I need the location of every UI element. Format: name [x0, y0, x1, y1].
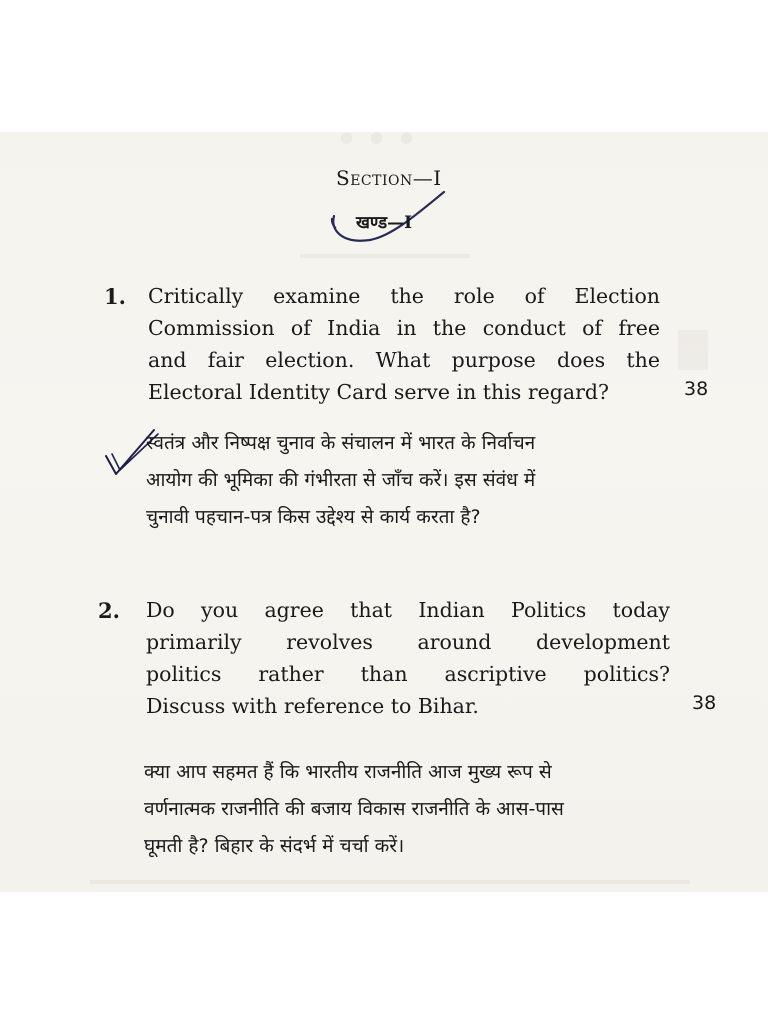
section-title: Section—I [336, 166, 442, 190]
question-number: 1. [104, 284, 126, 309]
question-marks: 38 [684, 378, 709, 400]
question-line-hindi: चुनावी पहचान-पत्र किस उद्देश्य से कार्य करता है? [146, 506, 481, 528]
question-line: politics rather than ascriptive politics? [146, 662, 670, 686]
question-line-hindi: वर्णनात्मक राजनीति की बजाय विकास राजनीति के आस-पास [144, 798, 564, 820]
question-line-hindi: क्या आप सहमत हैं कि भारतीय राजनीति आज मुख्य रूप से [144, 761, 552, 783]
question-text-english [148, 280, 660, 408]
question-text-english [146, 594, 670, 722]
question-line: and fair election. What purpose does the [148, 348, 660, 372]
question-line: Discuss with reference to Bihar. [146, 694, 479, 718]
question-marks: 38 [692, 692, 717, 714]
bleed-through-block [678, 330, 708, 370]
section-title-hindi: खण्ड—I [356, 213, 413, 233]
question-line-hindi: स्वतंत्र और निष्पक्ष चुनाव के संचालन में भारत के निर्वाचन [146, 432, 536, 454]
question-line: primarily revolves around development [146, 630, 670, 654]
question-line: Electoral Identity Card serve in this regard? [148, 380, 610, 404]
question-line: Critically examine the role of Election [148, 284, 660, 308]
question-line: Do you agree that Indian Politics today [146, 598, 670, 622]
bleed-through-rule [300, 254, 470, 258]
question-number: 2. [98, 598, 120, 623]
question-text-hindi [144, 754, 674, 865]
question-line: Commission of India in the conduct of free [148, 316, 660, 340]
question-line-hindi: आयोग की भूमिका की गंभीरता से जाँच करें। इस संवंध में [146, 469, 536, 491]
question-line-hindi: घूमती है? बिहार के संदर्भ में चर्चा करें। [144, 835, 405, 857]
bleed-through-text: ● ● ● [340, 128, 419, 146]
question-text-hindi [146, 425, 666, 536]
bleed-through-rule [90, 880, 690, 884]
